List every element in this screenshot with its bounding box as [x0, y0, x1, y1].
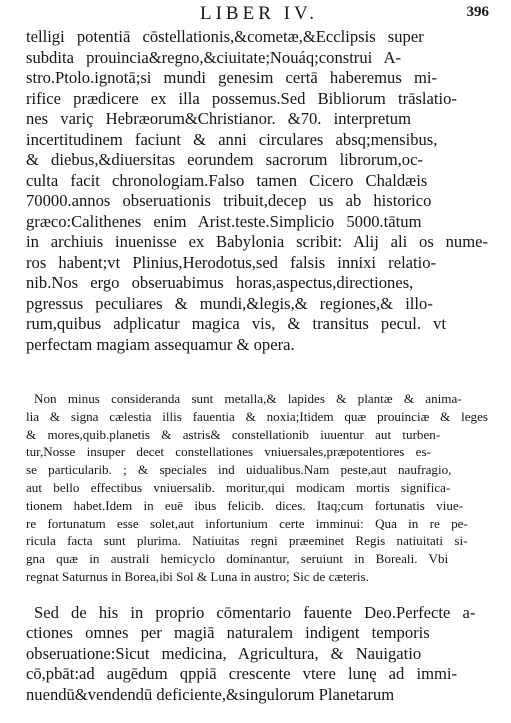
text-line: stro.Ptolo.ignotā;si mundi genesim certā haberemus mi- [26, 68, 437, 87]
text-line: tionem habet.Idem in euē ibus felicib. dices. Itaq;cum fortunatis viue- [26, 497, 464, 513]
text-line: rum,quibus adplicatur magica vis, & transitus pecul. vt [26, 314, 447, 333]
text-line: aut bello effectibus vniuersalib. moritur,qui modicam mortis significa- [26, 479, 451, 495]
running-head [0, 3, 511, 23]
paragraph-3 [26, 603, 488, 705]
text-line: Non minus consideranda sunt metalla,& lapides & plantæ & anima- [34, 391, 462, 406]
text-line: cō,pbāt:ad augēdum qppiā crescente vtere lunę ad immi- [26, 664, 458, 684]
book-title: LIBER IV. [200, 3, 318, 24]
text-line: ricula facta sunt plurima. Natiuitas regni præeminet Regis natiuitati si- [26, 533, 468, 549]
text-line: se particularib. ; & speciales ind uidualibus.Nam peste,aut naufragio, [26, 462, 452, 478]
text-line: obseruatione:Sicut medicina, Agricultura, & Nauigatio [26, 643, 422, 663]
page-number: 396 [466, 4, 489, 20]
text-line: in archiuis inuenisse ex Babylonia scribit: Alij ali os nume- [26, 232, 488, 251]
text-line: incertitudinem faciunt & anni circulares absq;mensibus, [26, 129, 438, 149]
paragraph-1 [26, 27, 488, 355]
text-line: pgressus peculiares & mundi,&legis,& regiones,& illo- [26, 293, 433, 313]
text-line: gna quæ in australi hemicyclo dominantur, seruiunt in Boreali. Vbi [26, 551, 449, 567]
paragraph-2 [26, 390, 488, 586]
text-line: ros habent;vt Plinius,Herodotus,sed falsis innixi relatio- [26, 252, 437, 272]
text-line: re fortunatum esse solet,aut infortunium certe imminui: Qua in re pe- [26, 515, 468, 531]
text-line: nes variç Hebræorum&Christianor. &70. interpretum [26, 109, 412, 128]
text-line: græco:Calithenes enim Arist.teste.Simplicio 5000.tātum [26, 211, 422, 231]
text-line: tur,Nosse insuper decet constellationes vniuersales,præpotentiores es- [26, 444, 431, 460]
text-line: Sed de his in proprio cōmentario fauente Deo.Perfecte a- [34, 603, 476, 622]
text-line: subdita prouincia&regno,&ciuitate;Nouáq;construi A- [26, 47, 401, 67]
text-line: lia & signa cælestia illis fauentia & noxia;Itidem quæ prouinciæ & leges [26, 408, 488, 424]
text-line: & mores,quib.planetis & astris& constellationib iuuentur aut turben- [26, 426, 441, 442]
text-line: culta facit chronologiam.Falso tamen Cicero Chaldæis [26, 170, 428, 190]
text-line: perfectam magiam assequamur & opera. [26, 334, 295, 354]
text-line: & diebus,&diuersitas eorundem sacrorum librorum,oc- [26, 150, 423, 169]
text-line: nuendū&vendendū deficiente,&singulorum Planetarum [26, 684, 395, 704]
text-line: ctiones omnes per magiā naturalem indigent temporis [26, 623, 430, 643]
text-line: rifice prædicere ex illa possemus.Sed Bibliorum trāslatio- [26, 88, 457, 108]
text-line: regnat Saturnus in Borea,ibi Sol & Luna in austro; Sic de cæteris. [26, 568, 369, 584]
text-line: telligi potentiā cōstellationis,&cometæ,&Ecclipsis super [26, 27, 424, 46]
text-line: nib.Nos ergo obseruabimus horas,aspectus,directiones, [26, 273, 414, 292]
text-line: 70000.annos obseruationis tribuit,decep us ab historico [26, 191, 432, 210]
